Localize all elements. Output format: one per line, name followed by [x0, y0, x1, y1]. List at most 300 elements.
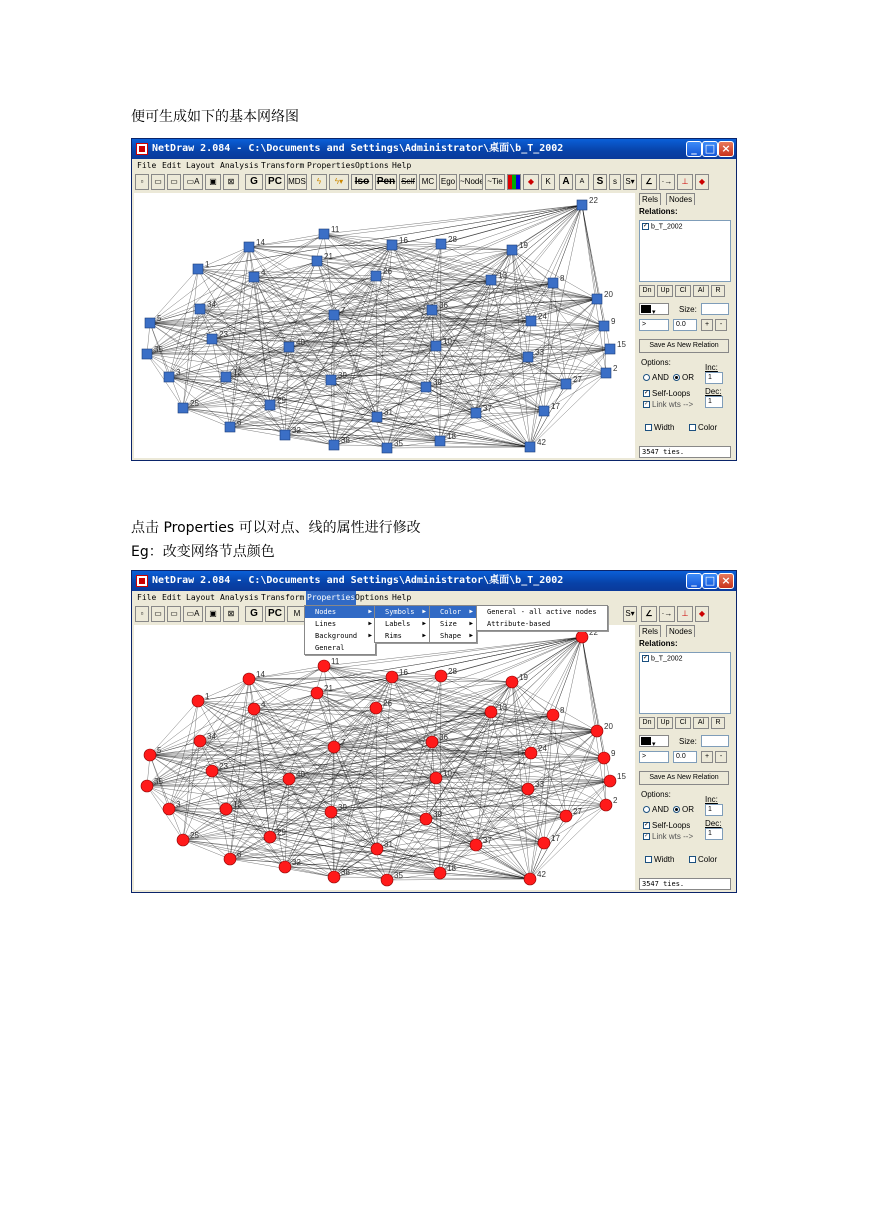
zoom-fit-icon[interactable]: ⊠ [223, 606, 239, 622]
network-node-label: 8 [560, 706, 565, 715]
network-node [548, 278, 558, 288]
netdraw-window-basic [131, 138, 737, 461]
network-node-label: 7 [341, 738, 346, 747]
network-node [372, 412, 382, 422]
threshold-plus-button[interactable]: + [701, 319, 713, 331]
or-radio-dot[interactable] [673, 374, 680, 381]
r-button[interactable]: R [711, 717, 725, 729]
network-edge [169, 377, 334, 445]
menu-bar [132, 591, 736, 605]
menu-layout[interactable]: Layout [186, 161, 215, 170]
network-node-label: 22 [589, 196, 598, 205]
network-edge [212, 283, 553, 339]
relation-item[interactable] [642, 223, 683, 230]
width-checkbox[interactable] [645, 855, 674, 864]
network-node [328, 871, 340, 883]
tie-button[interactable]: ~Tie [485, 174, 505, 190]
network-node-label: 32 [292, 858, 301, 867]
network-edge [230, 373, 606, 427]
new-file-icon[interactable]: ▫ [135, 174, 149, 190]
menu-transform[interactable]: Transform [261, 593, 305, 602]
node-size-up-button[interactable]: S [593, 174, 607, 190]
network-node-label: 24 [538, 744, 547, 753]
network-node [506, 676, 518, 688]
network-node [470, 839, 482, 851]
network-edge [317, 261, 530, 447]
link-wts-label: Link wts --> [652, 832, 694, 841]
network-node-label: 4 [261, 268, 266, 277]
compare-dropdown[interactable]: > [639, 319, 669, 331]
network-edge [553, 637, 582, 715]
network-node [249, 272, 259, 282]
cl-button[interactable]: Cl [675, 717, 691, 729]
compare-dropdown[interactable]: > [639, 751, 669, 763]
or-radio-dot[interactable] [673, 806, 680, 813]
new-file-icon[interactable]: ▫ [135, 606, 149, 622]
width-checkbox[interactable] [645, 423, 674, 432]
relations-list[interactable] [639, 220, 731, 282]
arrow-icon[interactable]: ·→ [659, 606, 675, 622]
network-edge [334, 877, 530, 879]
network-node [163, 803, 175, 815]
network-node-label: 6 [237, 850, 242, 859]
maximize-icon[interactable]: □ [702, 573, 718, 589]
pc-button[interactable]: PC [265, 606, 285, 622]
title-bar[interactable] [132, 139, 736, 159]
width-label: Width [654, 855, 675, 864]
or-radio[interactable] [673, 373, 694, 382]
network-node [370, 702, 382, 714]
line-color-dropdown[interactable]: ▾ [639, 735, 669, 747]
network-node [601, 368, 611, 378]
network-canvas[interactable] [134, 625, 635, 890]
menu-file[interactable]: File [137, 593, 157, 602]
save-as-new-relation-button[interactable]: Save As New Relation [639, 771, 729, 785]
network-edge [230, 805, 606, 859]
network-node-label: 28 [448, 235, 457, 244]
network-node-label: 37 [483, 404, 492, 413]
dn-button[interactable]: Dn [639, 285, 655, 297]
network-node [264, 831, 276, 843]
kin-icon[interactable]: K [541, 174, 555, 190]
network-node-label: 21 [324, 684, 333, 693]
up-button[interactable]: Up [657, 285, 673, 297]
network-node [526, 316, 536, 326]
network-node-label: 5 [157, 746, 162, 755]
inc-input[interactable]: 1 [705, 372, 723, 384]
close-icon[interactable]: × [718, 573, 734, 589]
status-bar: 3547 ties. [639, 446, 731, 458]
relation-checkbox[interactable]: ✓ [643, 223, 649, 229]
network-node [485, 706, 497, 718]
network-edge [147, 354, 544, 411]
self-loops-checkbox[interactable] [643, 821, 690, 830]
color-label: Color [698, 855, 718, 864]
network-edge [387, 879, 530, 880]
options-label: Options: [641, 358, 671, 367]
and-label: AND [652, 805, 669, 814]
al-button[interactable]: Al [693, 717, 709, 729]
properties-menu [304, 605, 376, 655]
network-edge [491, 712, 604, 758]
network-edge [183, 269, 198, 408]
dec-input[interactable]: 1 [705, 828, 723, 840]
and-radio-dot[interactable] [643, 806, 650, 813]
rim-icon[interactable]: ⊥ [677, 174, 693, 190]
network-edge [553, 205, 582, 283]
dec-input[interactable]: 1 [705, 396, 723, 408]
size-label: Size: [679, 737, 697, 746]
menu-item-size[interactable]: Size ▶ [440, 620, 473, 628]
color-checkbox[interactable] [689, 423, 717, 432]
iso-button[interactable]: Iso [351, 174, 373, 190]
symbols-submenu [429, 605, 477, 643]
zoom-fit-icon[interactable]: ⊠ [223, 174, 239, 190]
self-loops-label: Self-Loops [652, 821, 691, 830]
network-node [598, 752, 610, 764]
network-edge [582, 205, 606, 373]
link-wts-check[interactable]: ✓ [644, 833, 650, 840]
network-node-label: 27 [573, 375, 582, 384]
nodes-submenu [374, 605, 430, 643]
al-button[interactable]: Al [693, 285, 709, 297]
threshold-input[interactable]: 0.0 [673, 319, 697, 331]
network-edge [432, 742, 604, 758]
netdraw-window-properties [131, 570, 737, 893]
network-node-label: 20 [604, 290, 613, 299]
node-button[interactable]: ~Node [459, 174, 483, 190]
line-color-dropdown[interactable]: ▾ [639, 303, 669, 315]
network-node-label: 25 [190, 831, 199, 840]
network-node-label: 3 [176, 368, 181, 377]
self-loops-checkbox[interactable] [643, 389, 690, 398]
self-loops-check[interactable]: ✓ [644, 822, 650, 829]
width-label: Width [654, 423, 675, 432]
network-node [248, 703, 260, 715]
color-grid-icon[interactable] [507, 174, 521, 190]
network-node-label: 12 [233, 368, 242, 377]
network-node [177, 834, 189, 846]
open-folder-icon[interactable]: ▭ [167, 174, 181, 190]
network-node [605, 344, 615, 354]
menu-options[interactable]: Options [355, 593, 389, 602]
window-title: NetDraw 2.084 - C:\Documents and Settings\Administrator\桌面\b_T_2002 [152, 575, 564, 586]
network-node [561, 379, 571, 389]
tab-rels[interactable]: Rels [639, 193, 661, 205]
tab-nodes[interactable]: Nodes [666, 193, 695, 205]
close-icon[interactable]: × [718, 141, 734, 157]
dec-label: Dec: [705, 819, 722, 828]
network-node-label: 33 [535, 780, 544, 789]
menu-properties[interactable]: Properties [306, 591, 356, 605]
menu-transform[interactable]: Transform [261, 161, 305, 170]
network-edge [334, 283, 553, 315]
threshold-minus-button[interactable]: - [715, 751, 727, 763]
network-node [220, 803, 232, 815]
rim-icon[interactable]: ⊥ [677, 606, 693, 622]
network-node [430, 772, 442, 784]
save-image-icon[interactable]: ▣ [205, 174, 221, 190]
relation-item[interactable] [642, 655, 683, 662]
network-edge [530, 781, 610, 879]
network-node-label: 12 [233, 800, 242, 809]
network-node [538, 837, 550, 849]
color-check[interactable] [689, 424, 696, 431]
network-node-label: 42 [537, 870, 546, 879]
and-radio[interactable] [643, 373, 669, 382]
network-node [523, 352, 533, 362]
color-check[interactable] [689, 856, 696, 863]
line-curve-icon[interactable]: ∠ [641, 174, 657, 190]
threshold-input[interactable]: 0.0 [673, 751, 697, 763]
network-canvas[interactable] [134, 193, 635, 458]
network-node [371, 271, 381, 281]
link-wts-checkbox[interactable] [643, 832, 693, 841]
up-button[interactable]: Up [657, 717, 673, 729]
relation-checkbox[interactable]: ✓ [643, 655, 649, 661]
network-edge [582, 637, 606, 805]
network-edge [334, 712, 491, 877]
pen-button[interactable]: Pen [375, 174, 397, 190]
ego-button[interactable]: Ego [439, 174, 457, 190]
color-submenu [476, 605, 608, 631]
pc-button[interactable]: PC [265, 174, 285, 190]
open-file-icon[interactable]: ▭ [151, 174, 165, 190]
network-node [326, 375, 336, 385]
node-size-menu-button[interactable]: S▾ [623, 606, 637, 622]
network-node [312, 256, 322, 266]
network-node-label: 1 [205, 260, 210, 269]
network-node [507, 245, 517, 255]
menu-item-attribute-based[interactable]: Attribute-based [487, 620, 551, 628]
network-edge [254, 709, 334, 747]
network-node-label: 16 [399, 668, 408, 677]
network-node [243, 673, 255, 685]
network-edge [169, 709, 254, 809]
line-curve-icon[interactable]: ∠ [641, 606, 657, 622]
menu-options[interactable]: Options [355, 161, 389, 170]
menu-item-symbols[interactable]: Symbols ▶ [375, 606, 429, 618]
lightning-icon[interactable]: ϟ [311, 174, 327, 190]
network-node-label: 4 [261, 700, 266, 709]
network-edge [169, 377, 440, 441]
g-button[interactable]: G [245, 174, 263, 190]
open-folder-a-icon[interactable]: ▭A [183, 606, 203, 622]
g-button[interactable]: G [245, 606, 263, 622]
network-graph[interactable] [134, 193, 635, 458]
threshold-plus-button[interactable]: + [701, 751, 713, 763]
network-node-label: 37 [483, 836, 492, 845]
network-node-label: 23 [219, 330, 228, 339]
mc-button[interactable]: MC [419, 174, 437, 190]
network-node-label: 21 [324, 252, 333, 261]
network-edge [249, 247, 491, 280]
network-node-label: 14 [256, 670, 265, 679]
side-panel [639, 193, 734, 458]
network-node [284, 342, 294, 352]
width-check[interactable] [645, 856, 652, 863]
menu-item-nodes[interactable]: Nodes ▶ [305, 606, 375, 618]
open-file-icon[interactable]: ▭ [151, 606, 165, 622]
dec-label: Dec: [705, 387, 722, 396]
network-node [311, 687, 323, 699]
relations-list[interactable] [639, 652, 731, 714]
or-radio[interactable] [673, 805, 694, 814]
network-node-label: 34 [207, 300, 216, 309]
network-edge [530, 349, 610, 447]
lightning-menu-icon[interactable]: ϟ▾ [329, 174, 349, 190]
netdraw-app-icon [136, 143, 148, 155]
network-node-label: 35 [394, 439, 403, 448]
toolbar [135, 174, 736, 191]
network-node-label: 15 [617, 340, 626, 349]
network-node [328, 741, 340, 753]
menu-item-color[interactable]: Color ▶ [430, 606, 476, 618]
label-size-up-button[interactable]: A [559, 174, 573, 190]
color-checkbox[interactable] [689, 855, 717, 864]
open-folder-a-icon[interactable]: ▭A [183, 174, 203, 190]
maximize-icon[interactable]: □ [702, 141, 718, 157]
diamond-icon[interactable]: ◆ [695, 174, 709, 190]
self-button[interactable]: Self [399, 174, 417, 190]
network-node [599, 321, 609, 331]
network-edge [169, 277, 254, 377]
network-node-label: 2 [613, 364, 618, 373]
relations-label: Relations: [639, 639, 678, 648]
tab-nodes[interactable]: Nodes [666, 625, 695, 637]
network-edge [289, 779, 440, 873]
size-input[interactable] [701, 303, 729, 315]
open-folder-icon[interactable]: ▭ [167, 606, 181, 622]
minimize-icon[interactable]: _ [686, 573, 702, 589]
tab-rels[interactable]: Rels [639, 625, 661, 637]
title-bar[interactable] [132, 571, 736, 591]
network-node-label: 10 [443, 769, 452, 778]
menu-analysis[interactable]: Analysis [220, 161, 259, 170]
network-node-label: 34 [207, 732, 216, 741]
dn-button[interactable]: Dn [639, 717, 655, 729]
network-node [435, 670, 447, 682]
network-node [329, 440, 339, 450]
self-loops-check[interactable]: ✓ [644, 390, 650, 397]
network-node-label: 8 [560, 274, 565, 283]
network-node [207, 334, 217, 344]
menu-file[interactable]: File [137, 161, 157, 170]
inc-label: Inc: [705, 795, 718, 804]
size-input[interactable] [701, 735, 729, 747]
network-node [525, 747, 537, 759]
link-wts-checkbox[interactable] [643, 400, 693, 409]
network-node-label: 24 [538, 312, 547, 321]
threshold-minus-button[interactable]: - [715, 319, 727, 331]
network-node [265, 400, 275, 410]
menu-item-shape[interactable]: Shape ▶ [440, 632, 473, 640]
network-node-label: 19 [519, 241, 528, 250]
network-node-label: 40 [296, 338, 305, 347]
menu-item-general[interactable]: General [315, 644, 345, 652]
mds-button[interactable]: M [287, 606, 307, 622]
inc-input[interactable]: 1 [705, 804, 723, 816]
network-node-label: 29 [277, 396, 286, 405]
save-as-new-relation-button[interactable]: Save As New Relation [639, 339, 729, 353]
network-node [206, 765, 218, 777]
menu-item-general-all-active-nodes[interactable]: General - all active nodes [487, 608, 597, 616]
network-node-label: 33 [535, 348, 544, 357]
label-size-down-button[interactable]: A [575, 174, 589, 190]
menu-analysis[interactable]: Analysis [220, 593, 259, 602]
diamond-icon[interactable]: ◆ [695, 606, 709, 622]
mds-button[interactable]: MDS [287, 174, 307, 190]
menu-help[interactable]: Help [392, 161, 412, 170]
network-edge [324, 234, 512, 250]
link-wts-check[interactable]: ✓ [644, 401, 650, 408]
r-button[interactable]: R [711, 285, 725, 297]
network-graph[interactable] [134, 625, 635, 890]
save-image-icon[interactable]: ▣ [205, 606, 221, 622]
menu-item-background[interactable]: Background ▶ [315, 632, 372, 640]
menu-item-rims[interactable]: Rims ▶ [385, 632, 426, 640]
network-node-label: 39 [338, 371, 347, 380]
minimize-icon[interactable]: _ [686, 141, 702, 157]
caption-properties: 点击 Properties 可以对点、线的属性进行修改 [131, 520, 421, 536]
network-edge [289, 321, 531, 347]
node-attr-icon[interactable]: ◆ [523, 174, 539, 190]
network-node [142, 349, 152, 359]
node-size-menu-button[interactable]: S▾ [623, 174, 637, 190]
network-node-label: 13 [498, 271, 507, 280]
network-edge [334, 280, 491, 445]
network-node [382, 443, 392, 453]
caption-example: Eg：改变网络节点颜色 [131, 544, 275, 560]
status-bar: 3547 ties. [639, 878, 731, 890]
menu-edit[interactable]: Edit [162, 161, 182, 170]
network-node-label: 11 [331, 657, 340, 666]
network-node [434, 867, 446, 879]
network-node [280, 430, 290, 440]
and-radio[interactable] [643, 805, 669, 814]
or-label: OR [682, 373, 694, 382]
menu-item-lines[interactable]: Lines ▶ [315, 620, 372, 628]
width-check[interactable] [645, 424, 652, 431]
cl-button[interactable]: Cl [675, 285, 691, 297]
network-edge [432, 310, 604, 326]
network-node [471, 408, 481, 418]
link-wts-label: Link wts --> [652, 400, 694, 409]
menu-layout[interactable]: Layout [186, 593, 215, 602]
network-node-label: 35 [154, 777, 163, 786]
network-edge [212, 250, 512, 339]
network-edge [440, 715, 553, 873]
relation-item-label: b_T_2002 [651, 223, 683, 231]
and-radio-dot[interactable] [643, 374, 650, 381]
network-node-label: 38 [341, 868, 350, 877]
menu-bar [132, 159, 736, 173]
network-node-label: 10 [443, 337, 452, 346]
menu-item-labels[interactable]: Labels ▶ [385, 620, 426, 628]
node-size-down-button[interactable]: s [609, 174, 621, 190]
menu-properties[interactable]: Properties [307, 161, 356, 170]
menu-help[interactable]: Help [392, 593, 412, 602]
arrow-icon[interactable]: ·→ [659, 174, 675, 190]
network-node-label: 6 [237, 418, 242, 427]
relations-label: Relations: [639, 207, 678, 216]
menu-edit[interactable]: Edit [162, 593, 182, 602]
relation-item-label: b_T_2002 [651, 655, 683, 663]
network-node [387, 240, 397, 250]
network-node-label: 27 [573, 807, 582, 816]
network-node-label: 17 [551, 402, 560, 411]
network-node [381, 874, 393, 886]
